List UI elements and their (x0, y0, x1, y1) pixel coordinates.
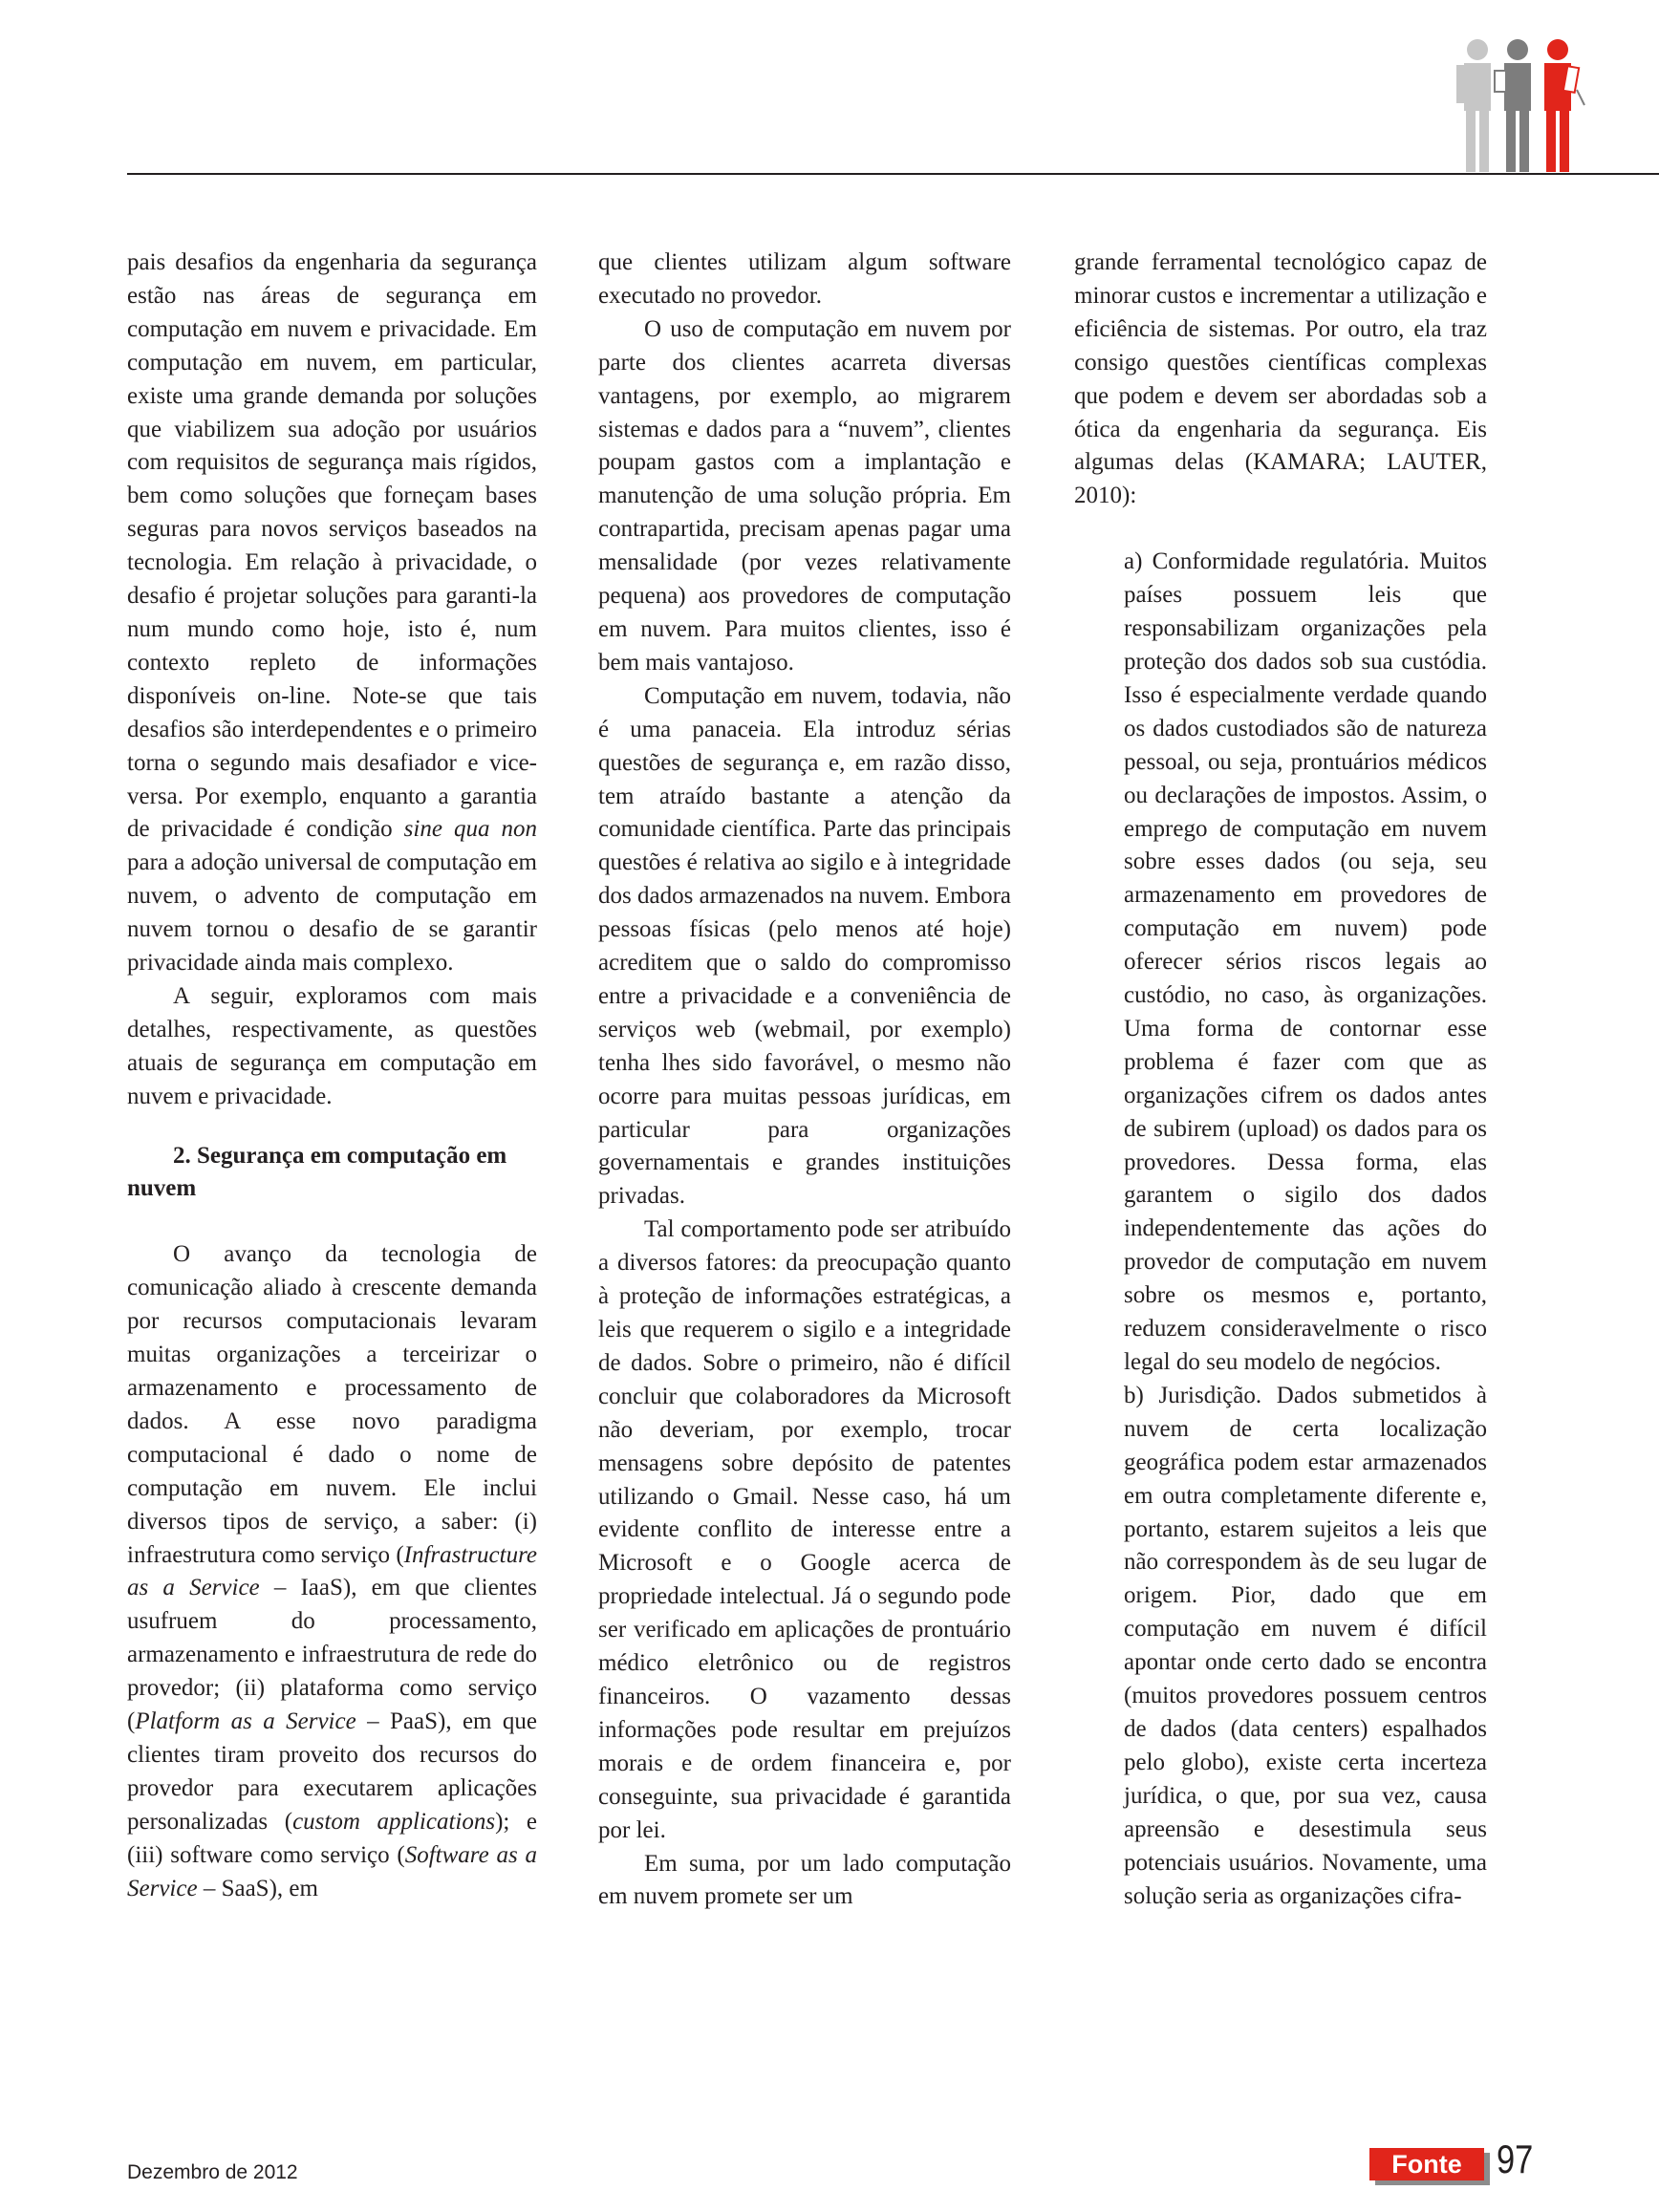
paragraph: pais desafios da engenharia da segurança estão nas áreas de segurança em computação em nuvem e privacidade. Em computação em nuvem, em particular, existe uma grande demanda por soluções que viabilizem sua adoção por usuários com requisitos de segurança mais rígidos, bem como soluções que forneçam bases seguras para novos serviços baseados na tecnologia. Em relação à privacidade, o desafio é projetar soluções para garanti-la num mundo como hoje, isto é, num contexto repleto de informações disponíveis on-line. Note-se que tais desafios são interdependentes e o primeiro torna o segundo mais desafiador e vice-versa. Por exemplo, enquanto a garantia de privacidade é condição sine qua non para a adoção universal de computação em nuvem, o advento de computação em nuvem tornou o desafio de se garantir privacidade ainda mais complexo. (127, 249, 537, 977)
section-heading: 2. Segurança em computação em nuvem (127, 1142, 507, 1202)
paragraph: que clientes utilizam algum software executado no provedor. (598, 249, 1011, 309)
paragraph: Computação em nuvem, todavia, não é uma panaceia. Ela introduz sérias questões de segurança e, em razão disso, tem atraído bastante a atenção da comunidade científica. Parte das principais questões é relativa ao sigilo e à integridade dos dados armazenados na nuvem. Embora pessoas físicas (pelo menos até hoje) acreditem que o saldo do compromisso entre a privacidade e a conveniência de serviços web (webmail, por exemplo) tenha lhes sido favorável, o mesmo não ocorre para muitas pessoas jurídicas, em particular para organizações governamentais e grandes instituições privadas. (598, 682, 1011, 1210)
footer-date: Dezembro de 2012 (127, 2161, 298, 2183)
three-people-figures-icon (1449, 38, 1592, 172)
brand-logo-text: Fonte (1391, 2150, 1462, 2179)
paragraph: Tal comportamento pode ser atribuído a diversos fatores: da preocupação quanto à proteção de informações estratégicas, a leis que requerem o sigilo e a integridade de dados. Sobre o primeiro, não é difícil concluir que colaboradores da Microsoft não deveriam, por exemplo, trocar mensagens sobre depósito de patentes utilizando o Gmail. Nesse caso, há um evidente conflito de interesse entre a Microsoft e o Google acerca de propriedade intelectual. Já o segundo pode ser verificado em aplicações de prontuário médico eletrônico ou de registros financeiros. O vazamento dessas informações pode resultar em prejuízos morais e de ordem financeira e, por conseguinte, sua privacidade é garantida por lei. (598, 1216, 1011, 1843)
brand-logo (1369, 2148, 1484, 2180)
text-column-1 (127, 247, 537, 1906)
list (1074, 546, 1487, 1913)
list-item: a) Conformidade regulatória. Muitos países possuem leis que responsabilizam organizações pela proteção dos dados sob sua custódia. Isso é especialmente verdade quando os dados custodiados são de natureza pessoal, ou seja, prontuários médicos ou declarações de impostos. Assim, o emprego de computação em nuvem sobre esses dados (ou seja, seu armazenamento em provedores de computação em nuvem) pode oferecer sérios riscos legais ao custódio, no caso, às organizações. Uma forma de contornar esse problema é fazer com que as organizações cifrem os dados antes de subirem (upload) os dados para os provedores. Dessa forma, elas garantem o sigilo dos dados independentemente das ações do provedor de computação em nuvem sobre os mesmos e, portanto, reduzem consideravelmente o risco legal do seu modelo de negócios. (1124, 548, 1487, 1375)
paragraph: O avanço da tecnologia de comunicação aliado à crescente demanda por recursos computacionais levaram muitas organizações a terceirizar o armazenamento e processamento de dados. A esse novo paradigma computacional é dado o nome de computação em nuvem. Ele inclui diversos tipos de serviço, a saber: (i) infraestrutura como serviço (Infrastructure as a Service – IaaS), em que clientes usufruem do processamento, armazenamento e infraestrutura de rede do provedor; (ii) plataforma como serviço (Platform as a Service – PaaS), em que clientes tiram proveito dos recursos do provedor para executarem aplicações personalizadas (custom applications); e (iii) software como serviço (Software as a Service – SaaS), em (127, 1241, 538, 1901)
paragraph: O uso de computação em nuvem por parte dos clientes acarreta diversas vantagens, por exemplo, ao migrarem sistemas e dados para a “nuvem”, clientes poupam gastos com a implantação e manutenção de uma solução própria. Em contrapartida, precisam apenas pagar uma mensalidade (por vezes relativamente pequena) aos provedores de computação em nuvem. Para muitos clientes, isso é bem mais vantajoso. (598, 315, 1011, 676)
paragraph: A seguir, exploramos com mais detalhes, respectivamente, as questões atuais de segurança em computação em nuvem e privacidade. (127, 982, 537, 1109)
paragraph: grande ferramental tecnológico capaz de minorar custos e incrementar a utilização e eficiência de sistemas. Por outro, ela traz consigo questões científicas complexas que podem e devem ser abordadas sob a ótica da engenharia da segurança. Eis algumas delas (KAMARA; LAUTER, 2010): (1074, 249, 1487, 509)
list-item: b) Jurisdição. Dados submetidos à nuvem de certa localização geográfica podem estar armazenados em outra completamente diferente e, portanto, estarem sujeitos a leis que não correspondem às de seu lugar de origem. Pior, dado que em computação em nuvem é difícil apontar onde certo dado se encontra (muitos provedores possuem centros de dados (data centers) espalhados pelo globo), existe certa incerteza jurídica, o que, por sua vez, causa apreensão e desestimula seus potenciais usuários. Novamente, uma solução seria as organizações cifra- (1124, 1382, 1487, 1909)
text-column-3 (1074, 247, 1487, 1913)
header-rule (127, 173, 1659, 175)
text-column-2 (598, 247, 1011, 1914)
page-number: 97 (1497, 2137, 1534, 2181)
paragraph: Em suma, por um lado computação em nuvem promete ser um (598, 1850, 1011, 1910)
